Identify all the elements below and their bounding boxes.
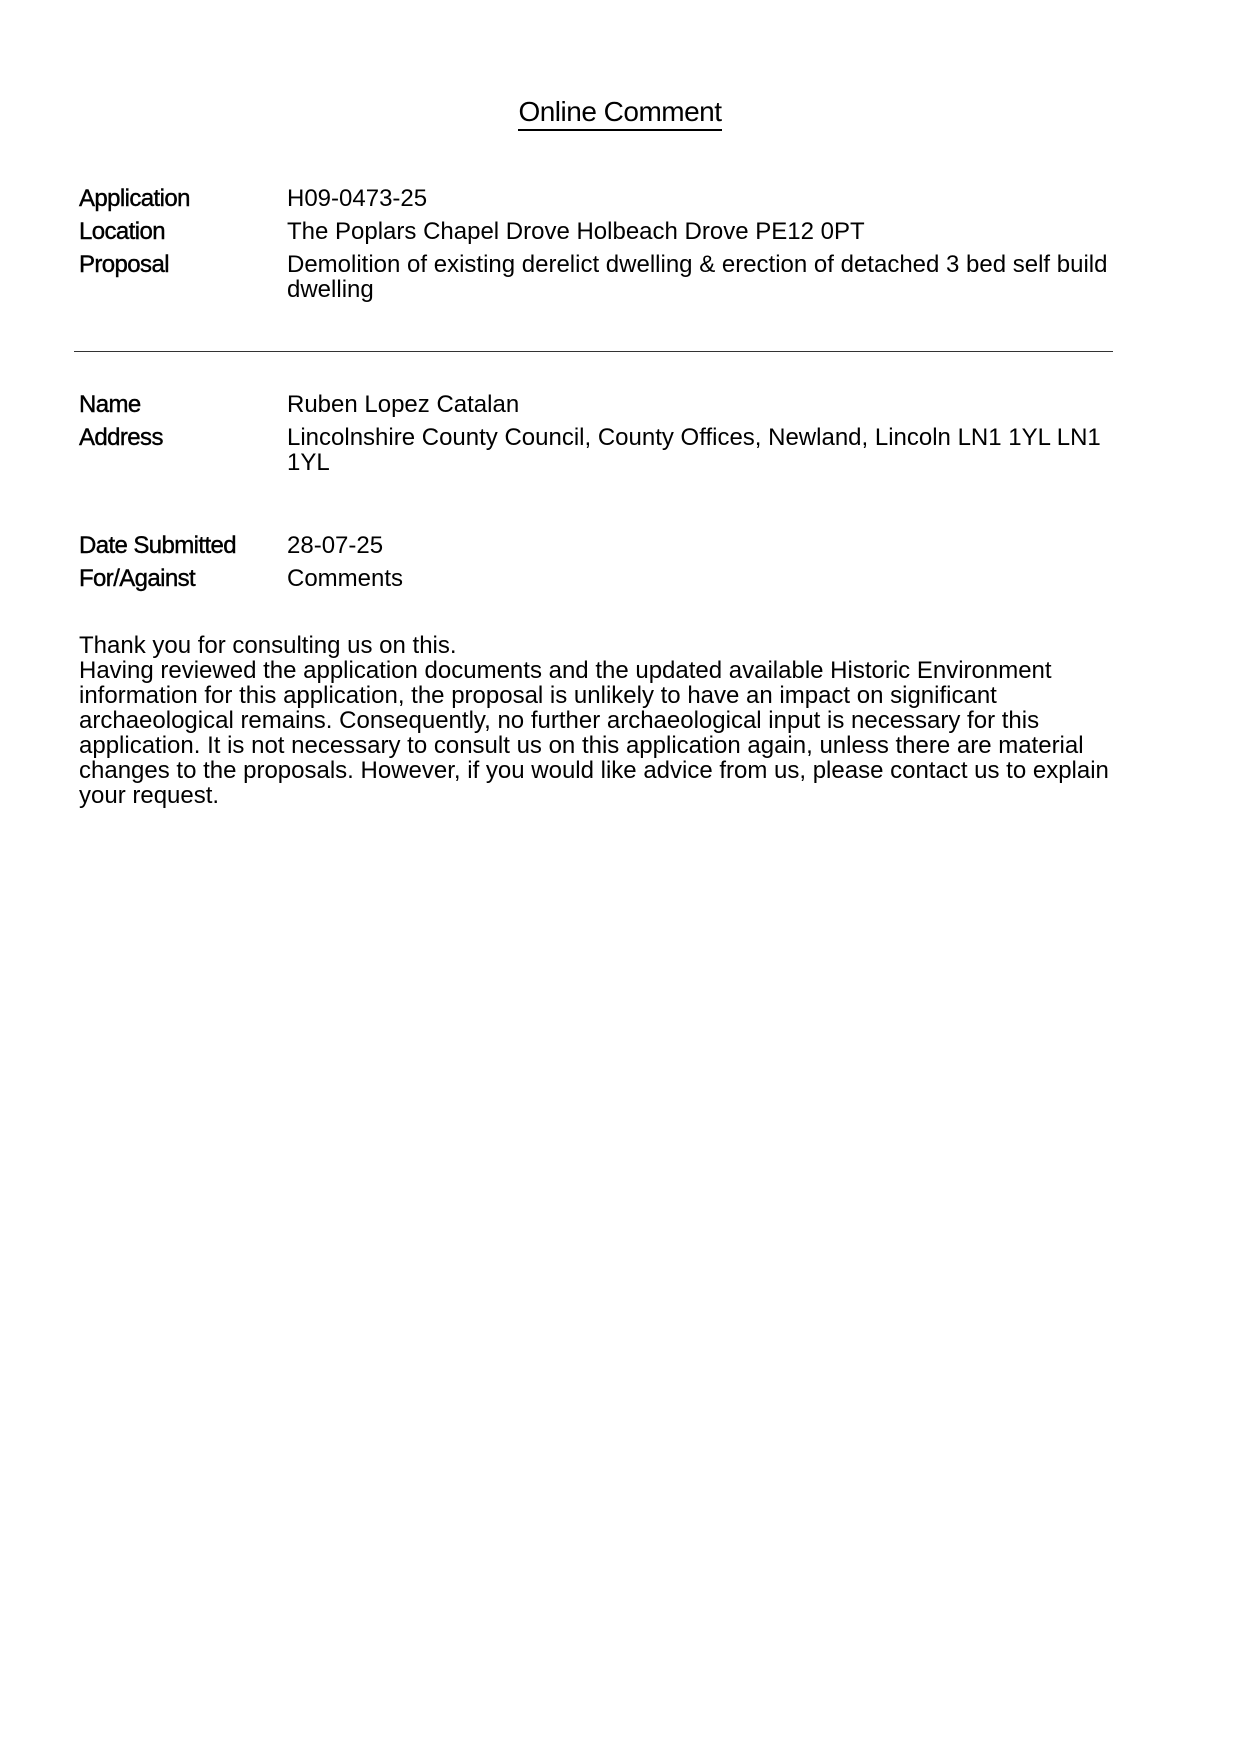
- proposal-label: Proposal: [79, 251, 169, 278]
- location-row: [79, 219, 1119, 244]
- application-value: H09-0473-25: [287, 185, 428, 212]
- comment-line-1: Thank you for consulting us on this.: [79, 632, 457, 659]
- address-row: [79, 425, 1119, 475]
- proposal-value: Demolition of existing derelict dwelling & erection of detached 3 bed self build dwelling: [287, 251, 1108, 303]
- submission-details: [79, 533, 1119, 599]
- application-label: Application: [79, 185, 190, 212]
- proposal-row: [79, 252, 1119, 302]
- comment-line-2: Having reviewed the application documents and the updated available Historic Environment information for this application, the proposal is unlikely to have an impact on significant archaeological remains. Consequently, no further archaeological input is necessary for this application. It is not necessary to consult us on this application again, unless there are material changes to the proposals. However, if you would like advice from us, please contact us to explain your request.: [79, 657, 1109, 809]
- commenter-details: [79, 392, 1119, 483]
- location-value: The Poplars Chapel Drove Holbeach Drove PE12 0PT: [287, 218, 865, 245]
- application-row: [79, 186, 1119, 211]
- name-label: Name: [79, 391, 141, 418]
- date-submitted-label: Date Submitted: [79, 532, 237, 559]
- page-title-text: Online Comment: [518, 96, 721, 131]
- address-value: Lincolnshire County Council, County Offices, Newland, Lincoln LN1 1YL LN1 1YL: [287, 424, 1101, 476]
- page-title: [0, 96, 1240, 131]
- name-value: Ruben Lopez Catalan: [287, 391, 520, 418]
- date-submitted-value: 28-07-25: [287, 532, 384, 559]
- section-divider: [74, 351, 1113, 352]
- for-against-row: [79, 566, 1119, 591]
- application-details: [79, 186, 1119, 310]
- comment-body: [79, 633, 1119, 808]
- location-label: Location: [79, 218, 165, 245]
- address-label: Address: [79, 424, 163, 451]
- date-submitted-row: [79, 533, 1119, 558]
- for-against-label: For/Against: [79, 565, 196, 592]
- for-against-value: Comments: [287, 565, 404, 592]
- name-row: [79, 392, 1119, 417]
